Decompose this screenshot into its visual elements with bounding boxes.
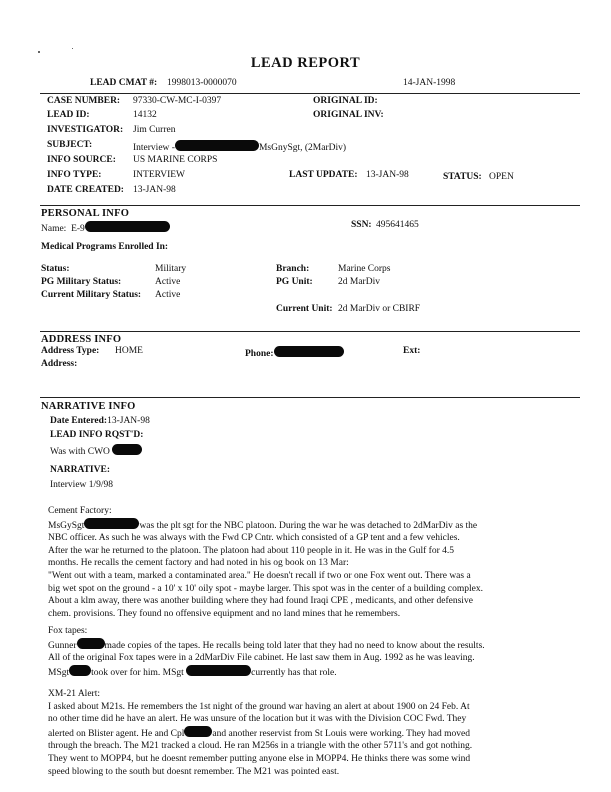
cement-factory-section [48,505,583,620]
cement-line: big wet spot on the ground - a 10' x 10' oily spot - maybe larger. This spot was in the center of a building complex. [48,583,483,594]
info-source-label: INFO SOURCE: [47,155,116,165]
subject-label: SUBJECT: [47,140,93,150]
phone-label: Phone: [245,349,274,359]
xm-line: speed blowing to the south but doesnt remember. The M21 was pointed east. [48,766,340,777]
redaction-bar [184,726,212,737]
current-military-status-label: Current Military Status: [41,290,142,300]
address-rule [40,331,580,332]
subject-suffix: MsGnySgt, (2MarDiv) [258,143,347,153]
xm-line: alerted on Blister agent. He and Cpl and another reservist from St Louis were working. They had moved [48,726,583,741]
date-entered-row [50,416,150,426]
investigator-label: INVESTIGATOR: [47,125,124,135]
personal-rule [40,205,580,206]
ext-label: Ext: [403,346,421,356]
current-military-status: Active [155,290,181,300]
pg-military-status: Active [155,277,181,287]
redaction-bar [77,638,105,649]
date-created: 13-JAN-98 [133,185,176,195]
info-type: INTERVIEW [133,170,185,180]
status-field-label: Status: [41,264,70,274]
date-entered-label: Date Entered: [50,416,108,426]
redaction-bar [112,444,142,455]
status-field: Military [155,264,187,274]
case-number: 97330-CW-MC-I-0397 [133,96,222,106]
address-type: HOME [115,346,143,356]
current-unit: 2d MarDiv or CBIRF [338,304,421,314]
branch-label: Branch: [276,264,310,274]
xm-line: They went to MOPP4, but he doesnt remember putting anyone else in MOPP4. He thinks there was some wind [48,753,471,764]
narrative-info-title: NARRATIVE INFO [41,401,136,412]
cement-line: MsGySgt was the plt sgt for the NBC platoon. During the war he was detached to 2dMarDiv as the [48,518,583,533]
pg-military-status-label: PG Military Status: [41,277,122,287]
branch-value: Marine Corps [338,264,391,274]
xm-line: no other time did he have an alert. He was unsure of the location but it was with the Division COC Fwd. They [48,714,467,725]
narrative-label: NARRATIVE: [50,465,110,475]
interview-line: Interview 1/9/98 [50,480,114,490]
redaction-bar [186,665,251,676]
lead-id: 14132 [133,110,157,120]
personal-info-title: PERSONAL INFO [41,208,130,219]
current-unit-label: Current Unit: [276,304,333,314]
ssn-label: SSN: [351,220,372,230]
last-update: 13-JAN-98 [366,170,409,180]
phone-row [245,346,344,359]
scan-speck [38,51,40,53]
last-update-label: LAST UPDATE: [289,170,358,180]
fox-line: All of the original Fox tapes were in a 2dMarDiv File cabinet. He last saw them in Aug. 1992 as he was leaving. [48,653,475,664]
original-id-label: ORIGINAL ID: [313,96,378,106]
fox-line: MSgt took over for him. MSgt currently has that role. [48,665,583,680]
xm-line: through the breach. The M21 tracked a cloud. He ran M256s in a triangle with the other 5711's and got nothing. [48,741,473,752]
pg-unit: 2d MarDiv [338,277,380,287]
case-number-label: CASE NUMBER: [47,96,121,106]
redaction-bar [274,346,344,357]
name-prefix: E-9 [71,224,85,234]
redaction-bar [175,140,259,151]
ssn-value: 495641465 [376,220,419,230]
lead-info-rqst-label: LEAD INFO RQST'D: [50,430,144,440]
lead-cmat-label: LEAD CMAT #: [90,78,158,88]
info-type-label: INFO TYPE: [47,170,102,180]
header-top-rule [40,93,580,94]
report-date: 14-JAN-1998 [403,78,456,88]
narrative-rule [40,397,580,398]
date-created-label: DATE CREATED: [47,185,124,195]
xm-line: I asked about M21s. He remembers the 1st night of the ground war having an alert at about 1900 on 24 Feb. At [48,701,470,712]
redaction-bar [85,221,170,232]
original-inv-label: ORIGINAL INV: [313,110,384,120]
was-with-row [50,444,142,457]
subject-prefix: Interview - [133,143,175,153]
medical-label: Medical Programs Enrolled In: [41,242,169,252]
cement-heading: Cement Factory: [48,506,112,516]
cement-line: After the war he returned to the platoon. The platoon had about 110 people in it. He was in the Gulf for 4.5 [48,545,455,556]
cement-line: NBC officer. As such he was always with the Fwd CP Cntr. which consisted of a GP tent and a few vehicles. [48,533,460,544]
date-entered: 13-JAN-98 [107,416,150,426]
address-label: Address: [41,359,78,369]
report-title: LEAD REPORT [250,55,361,71]
redaction-bar [69,665,91,676]
investigator: Jim Curren [133,125,176,135]
status-label: STATUS: [443,172,482,182]
subject-value [133,140,346,153]
cement-line: "Went out with a team, marked a contaminated area." He doesn't recall if two or one Fox went out. There was a [48,570,471,581]
fox-line: Gunner made copies of the tapes. He recalls being told later that they had no need to know about the results. [48,638,583,653]
cement-line: months. He recalls the cement factory and had noted in his og book on 13 Mar: [48,558,349,569]
pg-unit-label: PG Unit: [276,277,313,287]
fox-tapes-section [48,625,583,679]
cement-line: About a klm away, there was another building where they had found Iraqi CPE , medicants, and other defensive [48,596,473,607]
fox-heading: Fox tapes: [48,626,88,636]
address-type-label: Address Type: [41,346,100,356]
lead-id-label: LEAD ID: [47,110,90,120]
xm-heading: XM-21 Alert: [48,689,100,699]
info-source: US MARINE CORPS [133,155,218,165]
redaction-bar [84,518,139,529]
status-value: OPEN [489,172,514,182]
address-info-title: ADDRESS INFO [41,334,122,345]
lead-cmat-value: 1998013-0000070 [167,78,237,88]
xm21-alert-section [48,688,583,778]
was-with: Was with CWO [50,447,110,457]
name-label: Name: [41,224,67,234]
name-row [41,221,170,234]
cement-line: chem. provisions. They found no offensive equipment and no land mines that he remembers. [48,608,401,619]
scan-speck [72,48,73,49]
